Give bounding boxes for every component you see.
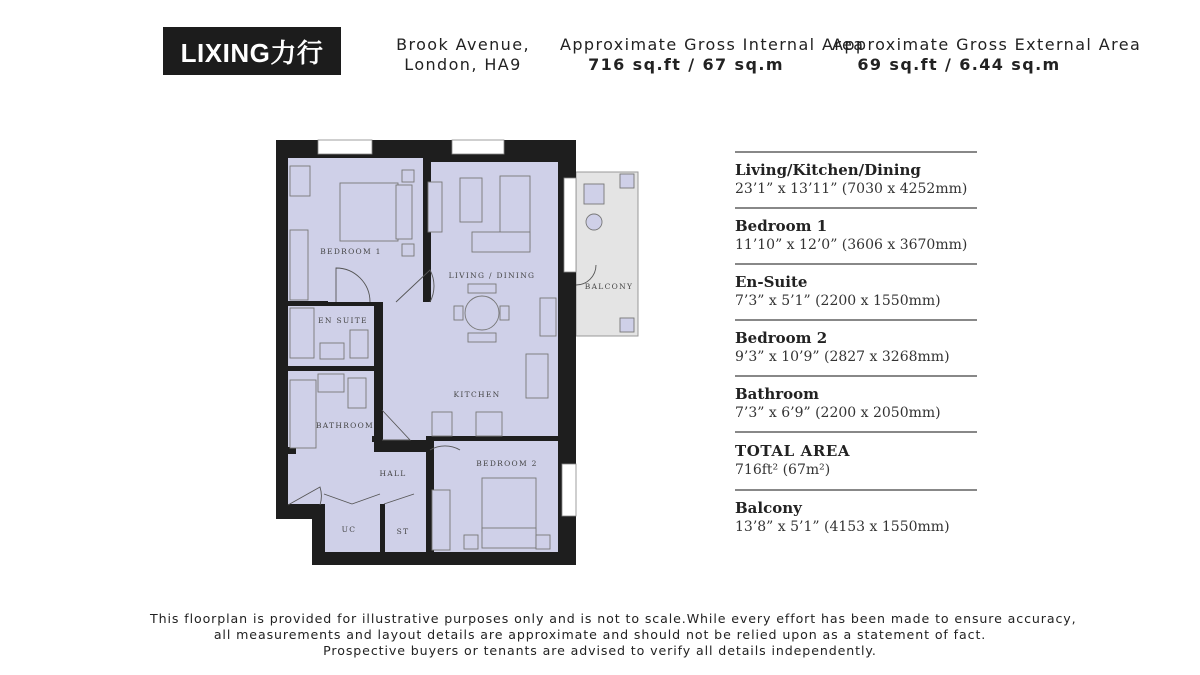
room-label-bedroom2: BEDROOM 2 [476,459,538,468]
room-label-living-dining: LIVING / DINING [448,271,536,280]
spec-living-kitchen-dining [735,151,977,207]
spec-name: Balcony [735,499,802,517]
disclaimer-line-1: This floorplan is provided for illustrative purposes only and is not to scale.While every effort has been made to ensure accuracy, [150,611,1077,626]
internal-area-label: Approximate Gross Internal Area [560,35,865,54]
room-label-bedroom1: BEDROOM 1 [320,247,382,256]
spec-bedroom-1 [735,207,977,263]
address-line-2: London, HA9 [404,55,522,74]
spec-dimensions: 716ft² (67m²) [735,462,831,478]
disclaimer-line-3: Prospective buyers or tenants are advised to verify all details independently. [323,643,877,658]
spec-name: TOTAL AREA [735,442,851,460]
external-area-label: Approximate Gross External Area [832,35,1142,54]
spec-bedroom-2 [735,319,977,375]
room-label-hall: HALL [379,469,407,478]
spec-balcony [735,489,977,537]
room-label-kitchen: KITCHEN [453,390,501,399]
spec-name: En-Suite [735,273,808,291]
disclaimer-line-2: all measurements and layout details are approximate and should not be relied upon as a statement of fact. [213,627,987,642]
brand-logo: LIXING力行 [163,27,341,75]
room-label-uc: UC [341,525,357,534]
spec-name: Bathroom [735,385,820,403]
disclaimer [150,611,1077,659]
spec-name: Bedroom 1 [735,217,828,235]
room-specifications [735,151,977,537]
floorplan-drawing [270,134,646,570]
spec-dimensions: 11’10” x 12’0” (3606 x 3670mm) [735,237,968,253]
room-label-balcony: BALCONY [584,282,634,291]
spec-dimensions: 23’1” x 13’11” (7030 x 4252mm) [735,181,968,197]
address-line-1: Brook Avenue, [396,35,530,54]
external-area-value: 69 sq.ft / 6.44 sq.m [857,55,1061,74]
gross-internal-area [560,35,865,75]
property-address [392,35,534,75]
spec-dimensions: 13’8” x 5’1” (4153 x 1550mm) [735,519,950,535]
spec-dimensions: 7’3” x 6’9” (2200 x 2050mm) [735,405,941,421]
internal-area-value: 716 sq.ft / 67 sq.m [588,55,784,74]
spec-name: Living/Kitchen/Dining [735,161,921,179]
gross-external-area [832,35,1142,75]
room-label-ensuite: EN SUITE [318,316,368,325]
spec-name: Bedroom 2 [735,329,828,347]
spec-dimensions: 9’3” x 10’9” (2827 x 3268mm) [735,349,950,365]
room-label-st: ST [396,527,410,536]
spec-dimensions: 7’3” x 5’1” (2200 x 1550mm) [735,293,941,309]
spec-bathroom [735,375,977,431]
spec-total-area [735,431,977,489]
spec-en-suite [735,263,977,319]
room-label-bathroom: BATHROOM [315,421,375,430]
